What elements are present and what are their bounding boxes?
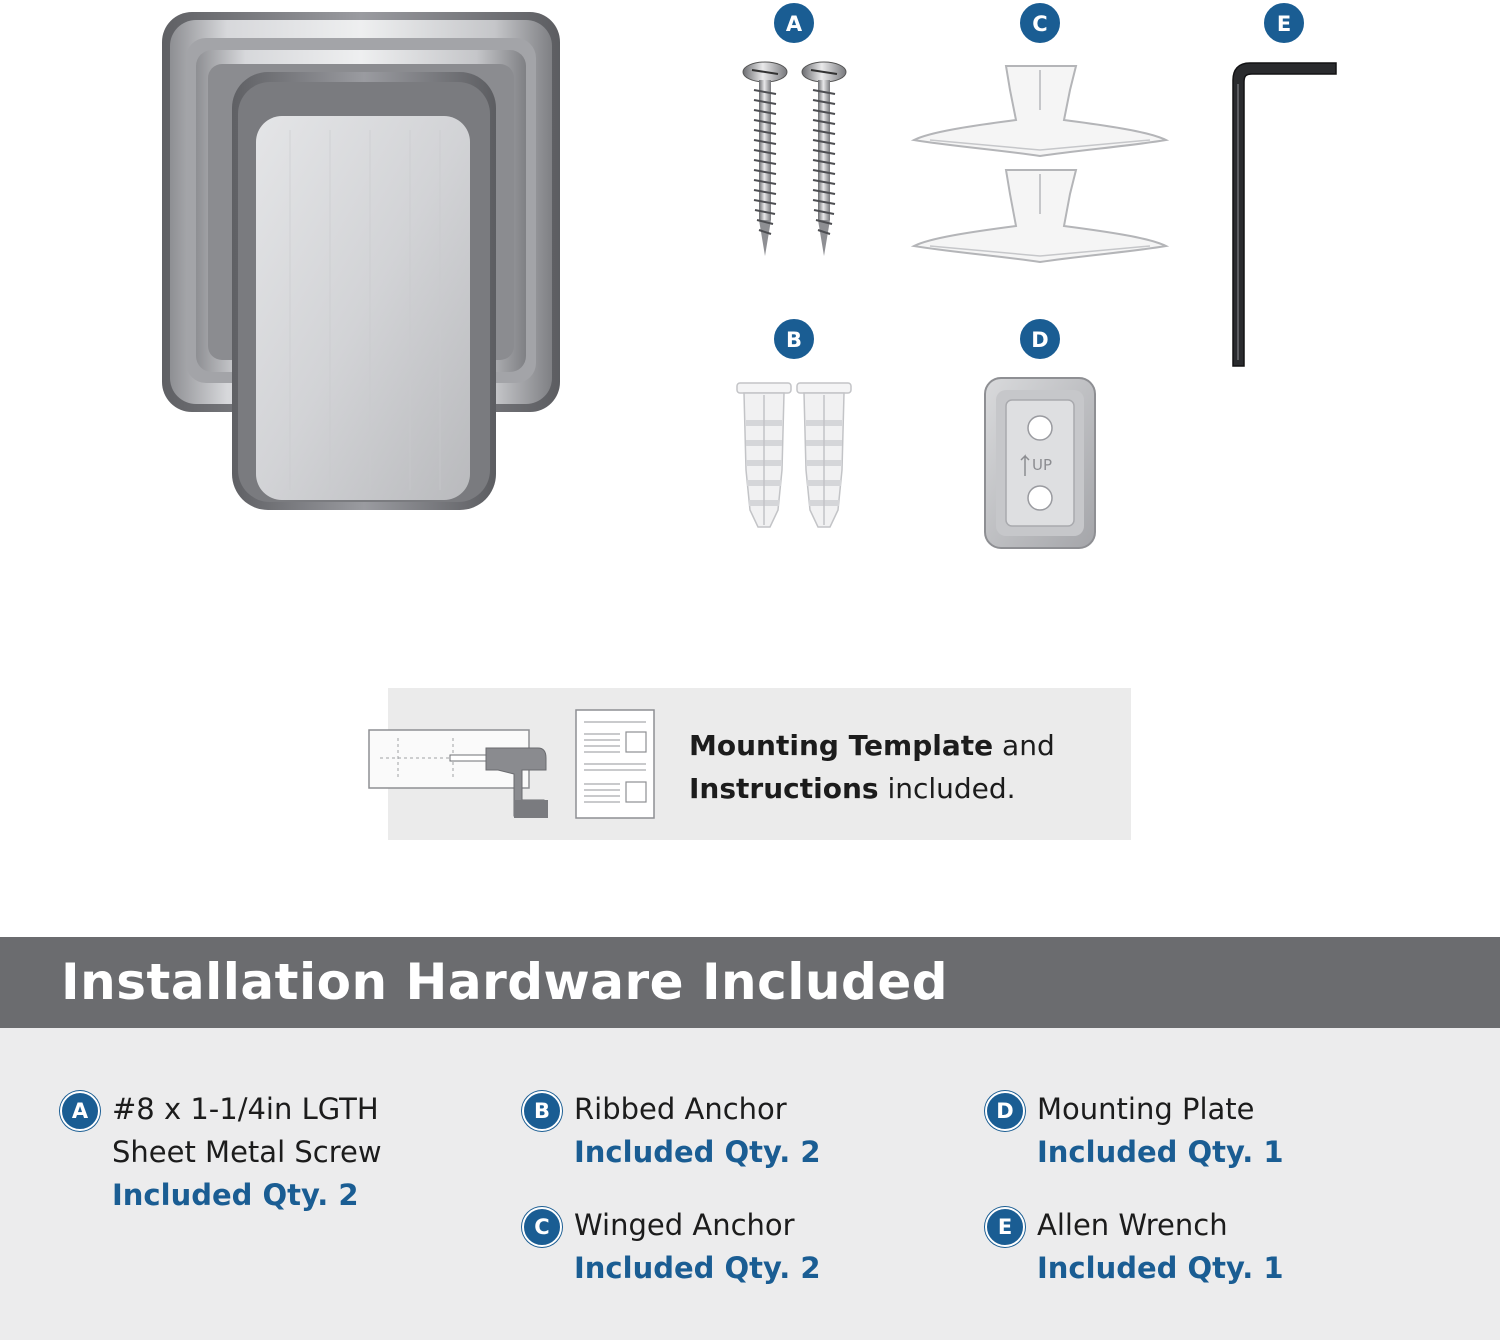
badge-e-icon	[1263, 2, 1305, 44]
badge-e-icon: E	[985, 1207, 1025, 1247]
badge-d-icon: D	[985, 1091, 1025, 1131]
badge-c-icon: C	[522, 1207, 562, 1247]
svg-text:UP: UP	[1031, 456, 1053, 474]
section-title: Installation Hardware Included	[61, 953, 949, 1011]
list-item-part-d	[985, 1088, 1284, 1174]
allen-wrench-icon	[1233, 63, 1336, 366]
notice-bold-template: Mounting Template	[689, 729, 994, 762]
svg-text:E: E	[1276, 12, 1292, 36]
list-item-part-a	[60, 1088, 382, 1217]
badge-b-icon	[773, 318, 815, 360]
drill-template-icon	[368, 708, 663, 823]
badge-c-icon	[1019, 2, 1061, 44]
part-name: #8 x 1-1/4in LGTH	[112, 1092, 379, 1126]
notice-text-included: included.	[878, 772, 1016, 805]
svg-text:D: D	[1031, 328, 1049, 352]
badge-b-icon: B	[522, 1091, 562, 1131]
screw-icon	[743, 62, 787, 256]
part-name: Allen Wrench	[1037, 1208, 1228, 1242]
hardware-diagram	[0, 0, 1500, 600]
winged-anchor-icon	[914, 170, 1166, 262]
part-quantity: Included Qty. 2	[574, 1135, 821, 1169]
notice-bold-instructions: Instructions	[689, 772, 879, 805]
part-name: Sheet Metal Screw	[112, 1135, 382, 1169]
svg-text:B: B	[785, 328, 803, 352]
part-quantity: Included Qty. 1	[1037, 1135, 1284, 1169]
screw-icon	[802, 62, 846, 256]
notice-text-and: and	[993, 729, 1055, 762]
part-quantity: Included Qty. 2	[112, 1178, 359, 1212]
list-item-part-c	[522, 1204, 821, 1290]
list-item-part-b	[522, 1088, 821, 1174]
part-name: Winged Anchor	[574, 1208, 795, 1242]
part-name: Mounting Plate	[1037, 1092, 1255, 1126]
ribbed-anchor-icon	[737, 383, 791, 527]
badge-a-icon	[773, 2, 815, 44]
template-notice-text	[689, 724, 1119, 810]
svg-text:A: A	[785, 12, 803, 36]
part-name: Ribbed Anchor	[574, 1092, 787, 1126]
mounting-plate-icon	[985, 378, 1095, 548]
badge-a-icon: A	[60, 1091, 100, 1131]
robe-hook-knob	[162, 12, 560, 510]
ribbed-anchor-icon	[797, 383, 851, 527]
list-item-part-e	[985, 1204, 1284, 1290]
winged-anchor-icon	[914, 66, 1166, 156]
svg-text:C: C	[1032, 12, 1048, 36]
part-quantity: Included Qty. 2	[574, 1251, 821, 1285]
part-quantity: Included Qty. 1	[1037, 1251, 1284, 1285]
badge-d-icon	[1019, 318, 1061, 360]
